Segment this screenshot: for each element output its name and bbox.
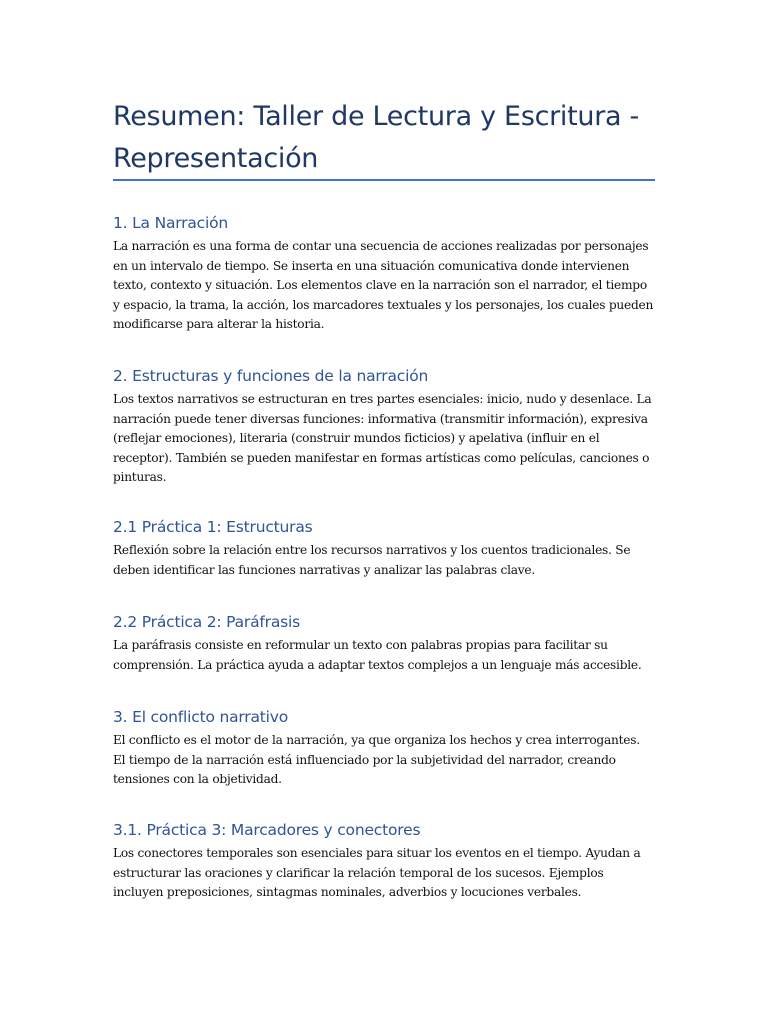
section-body: Los conectores temporales son esenciales para situar los eventos en el tiempo. Ayudan a estructurar las oraciones y clarificar la relación temporal de los sucesos. Ejemplos incluyen preposiciones, sintagmas nominales, adverbios y locuciones verbales. <box>113 846 641 899</box>
title-underline-rule <box>113 179 655 181</box>
section-heading: 2. Estructuras y funciones de la narración <box>113 367 429 385</box>
section-heading: 3.1. Práctica 3: Marcadores y conectores <box>113 821 421 839</box>
section-practica-3 <box>113 819 655 903</box>
section-heading: 1. La Narración <box>113 214 228 232</box>
section-heading: 2.1 Práctica 1: Estructuras <box>113 518 313 536</box>
section-la-narracion <box>113 212 655 335</box>
section-body: La paráfrasis consiste en reformular un texto con palabras propias para facilitar su comprensión. La práctica ayuda a adaptar textos complejos a un lenguaje más accesible. <box>113 638 642 672</box>
section-body: El conflicto es el motor de la narración, ya que organiza los hechos y crea interrogantes. El tiempo de la narración está influenciado por la subjetividad del narrador, creando tensiones con la objetividad. <box>113 733 640 786</box>
document-title: Resumen: Taller de Lectura y Escritura - Representación <box>113 101 639 174</box>
section-conflicto-narrativo <box>113 706 655 790</box>
section-heading: 2.2 Práctica 2: Paráfrasis <box>113 613 300 631</box>
section-body: Reflexión sobre la relación entre los recursos narrativos y los cuentos tradicionales. Se deben identificar las funciones narrativas y analizar las palabras clave. <box>113 543 631 577</box>
section-estructuras-funciones <box>113 365 655 488</box>
section-practica-1 <box>113 516 655 580</box>
section-practica-2 <box>113 611 655 675</box>
section-body: La narración es una forma de contar una secuencia de acciones realizadas por personajes en un intervalo de tiempo. Se inserta en una situación comunicativa donde intervienen texto, contexto y situación. Los elementos clave en la narración son el narrador, el tiempo y espacio, la trama, la acción, los marcadores textuales y los personajes, los cuales pueden modificarse para alterar la historia. <box>113 239 654 331</box>
section-heading: 3. El conflicto narrativo <box>113 708 288 726</box>
section-body: Los textos narrativos se estructuran en tres partes esenciales: inicio, nudo y desenlace. La narración puede tener diversas funciones: informativa (transmitir información), expresiva (reflejar emociones), literaria (construir mundos ficticios) y apelativa (influir en el receptor). También se pueden manifestar en formas artísticas como películas, canciones o pinturas. <box>113 392 652 484</box>
